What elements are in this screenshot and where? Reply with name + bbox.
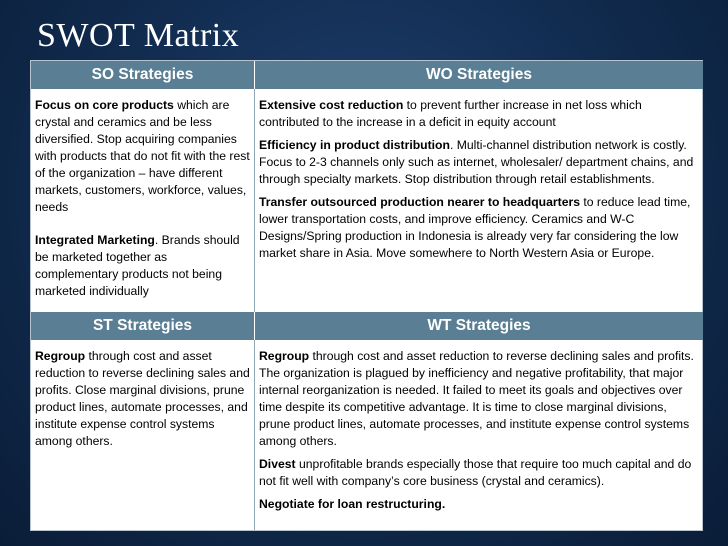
so-paragraph-1	[35, 97, 250, 216]
wo-p2-text: . Multi-channel distribution network is costly. Focus to 2-3 channels only such as internet, wholesaler/ department chains, and through specialty markets. Stop distribution through retail establishments.	[259, 138, 694, 186]
wo-p1-bold: Extensive cost reduction	[259, 98, 404, 112]
so-strategies-header: SO Strategies	[31, 61, 254, 89]
so-strategies-cell	[31, 97, 254, 306]
so-p1-text: which are crystal and ceramics and be less diversified. Stop acquiring companies with products that do not fit with the rest of the organization – have different markets, customers, workforce, values, needs	[35, 98, 250, 214]
so-p2-text: . Brands should be marketed together as complementary products not being marketed individually	[35, 233, 240, 298]
so-paragraph-2	[35, 232, 250, 300]
st-paragraph-1	[35, 348, 250, 450]
wo-p3-text: to reduce lead time, lower transportation costs, and improve efficiency. Ceramics and W-C Designs/Spring production in Indonesia is already very far considering the low market share in Asia. Move somewhere to North Western Asia or Europe.	[259, 195, 691, 260]
st-p1-bold: Regroup	[35, 349, 86, 363]
wo-strategies-header: WO Strategies	[255, 61, 703, 89]
wo-paragraph-2	[259, 137, 699, 188]
wt-p3-bold: Negotiate for loan restructuring.	[259, 497, 446, 511]
wt-p1-bold: Regroup	[259, 349, 310, 363]
wo-paragraph-1	[259, 97, 699, 131]
wt-p2-bold: Divest	[259, 457, 296, 471]
so-p2-bold: Integrated Marketing	[35, 233, 155, 247]
wt-strategies-header: WT Strategies	[255, 312, 703, 340]
st-strategies-header: ST Strategies	[31, 312, 254, 340]
wt-strategies-cell	[255, 348, 703, 519]
wo-paragraph-3	[259, 194, 699, 262]
wo-p2-bold: Efficiency in product distribution	[259, 138, 450, 152]
wt-p2-text: unprofitable brands especially those that require too much capital and do not fit well with company’s core business (crystal and ceramics).	[259, 457, 692, 488]
slide-title: SWOT Matrix	[37, 17, 240, 54]
wo-p3-bold: Transfer outsourced production nearer to headquarters	[259, 195, 580, 209]
st-p1-text: through cost and asset reduction to reverse declining sales and profits. Close marginal divisions, prune product lines, automate processes, and institute expense control systems among others.	[35, 349, 250, 448]
wo-strategies-cell	[255, 97, 703, 268]
wo-p1-text: to prevent further increase in net loss which contributed to the increase in a deficit in equity account	[259, 98, 642, 129]
swot-matrix	[30, 60, 703, 531]
wt-paragraph-3	[259, 496, 699, 513]
wt-p1-text: through cost and asset reduction to reverse declining sales and profits. The organization is plagued by inefficiency and negative profitability, that major internal reorganization is needed. It failed to meet its goals and objectives over time despite its competitive advantage. It is time to close marginal divisions, prune product lines, automate processes, and institute expense control systems among others.	[259, 349, 694, 448]
wt-paragraph-2	[259, 456, 699, 490]
st-strategies-cell	[31, 348, 254, 456]
wt-paragraph-1	[259, 348, 699, 450]
so-p1-bold: Focus on core products	[35, 98, 174, 112]
